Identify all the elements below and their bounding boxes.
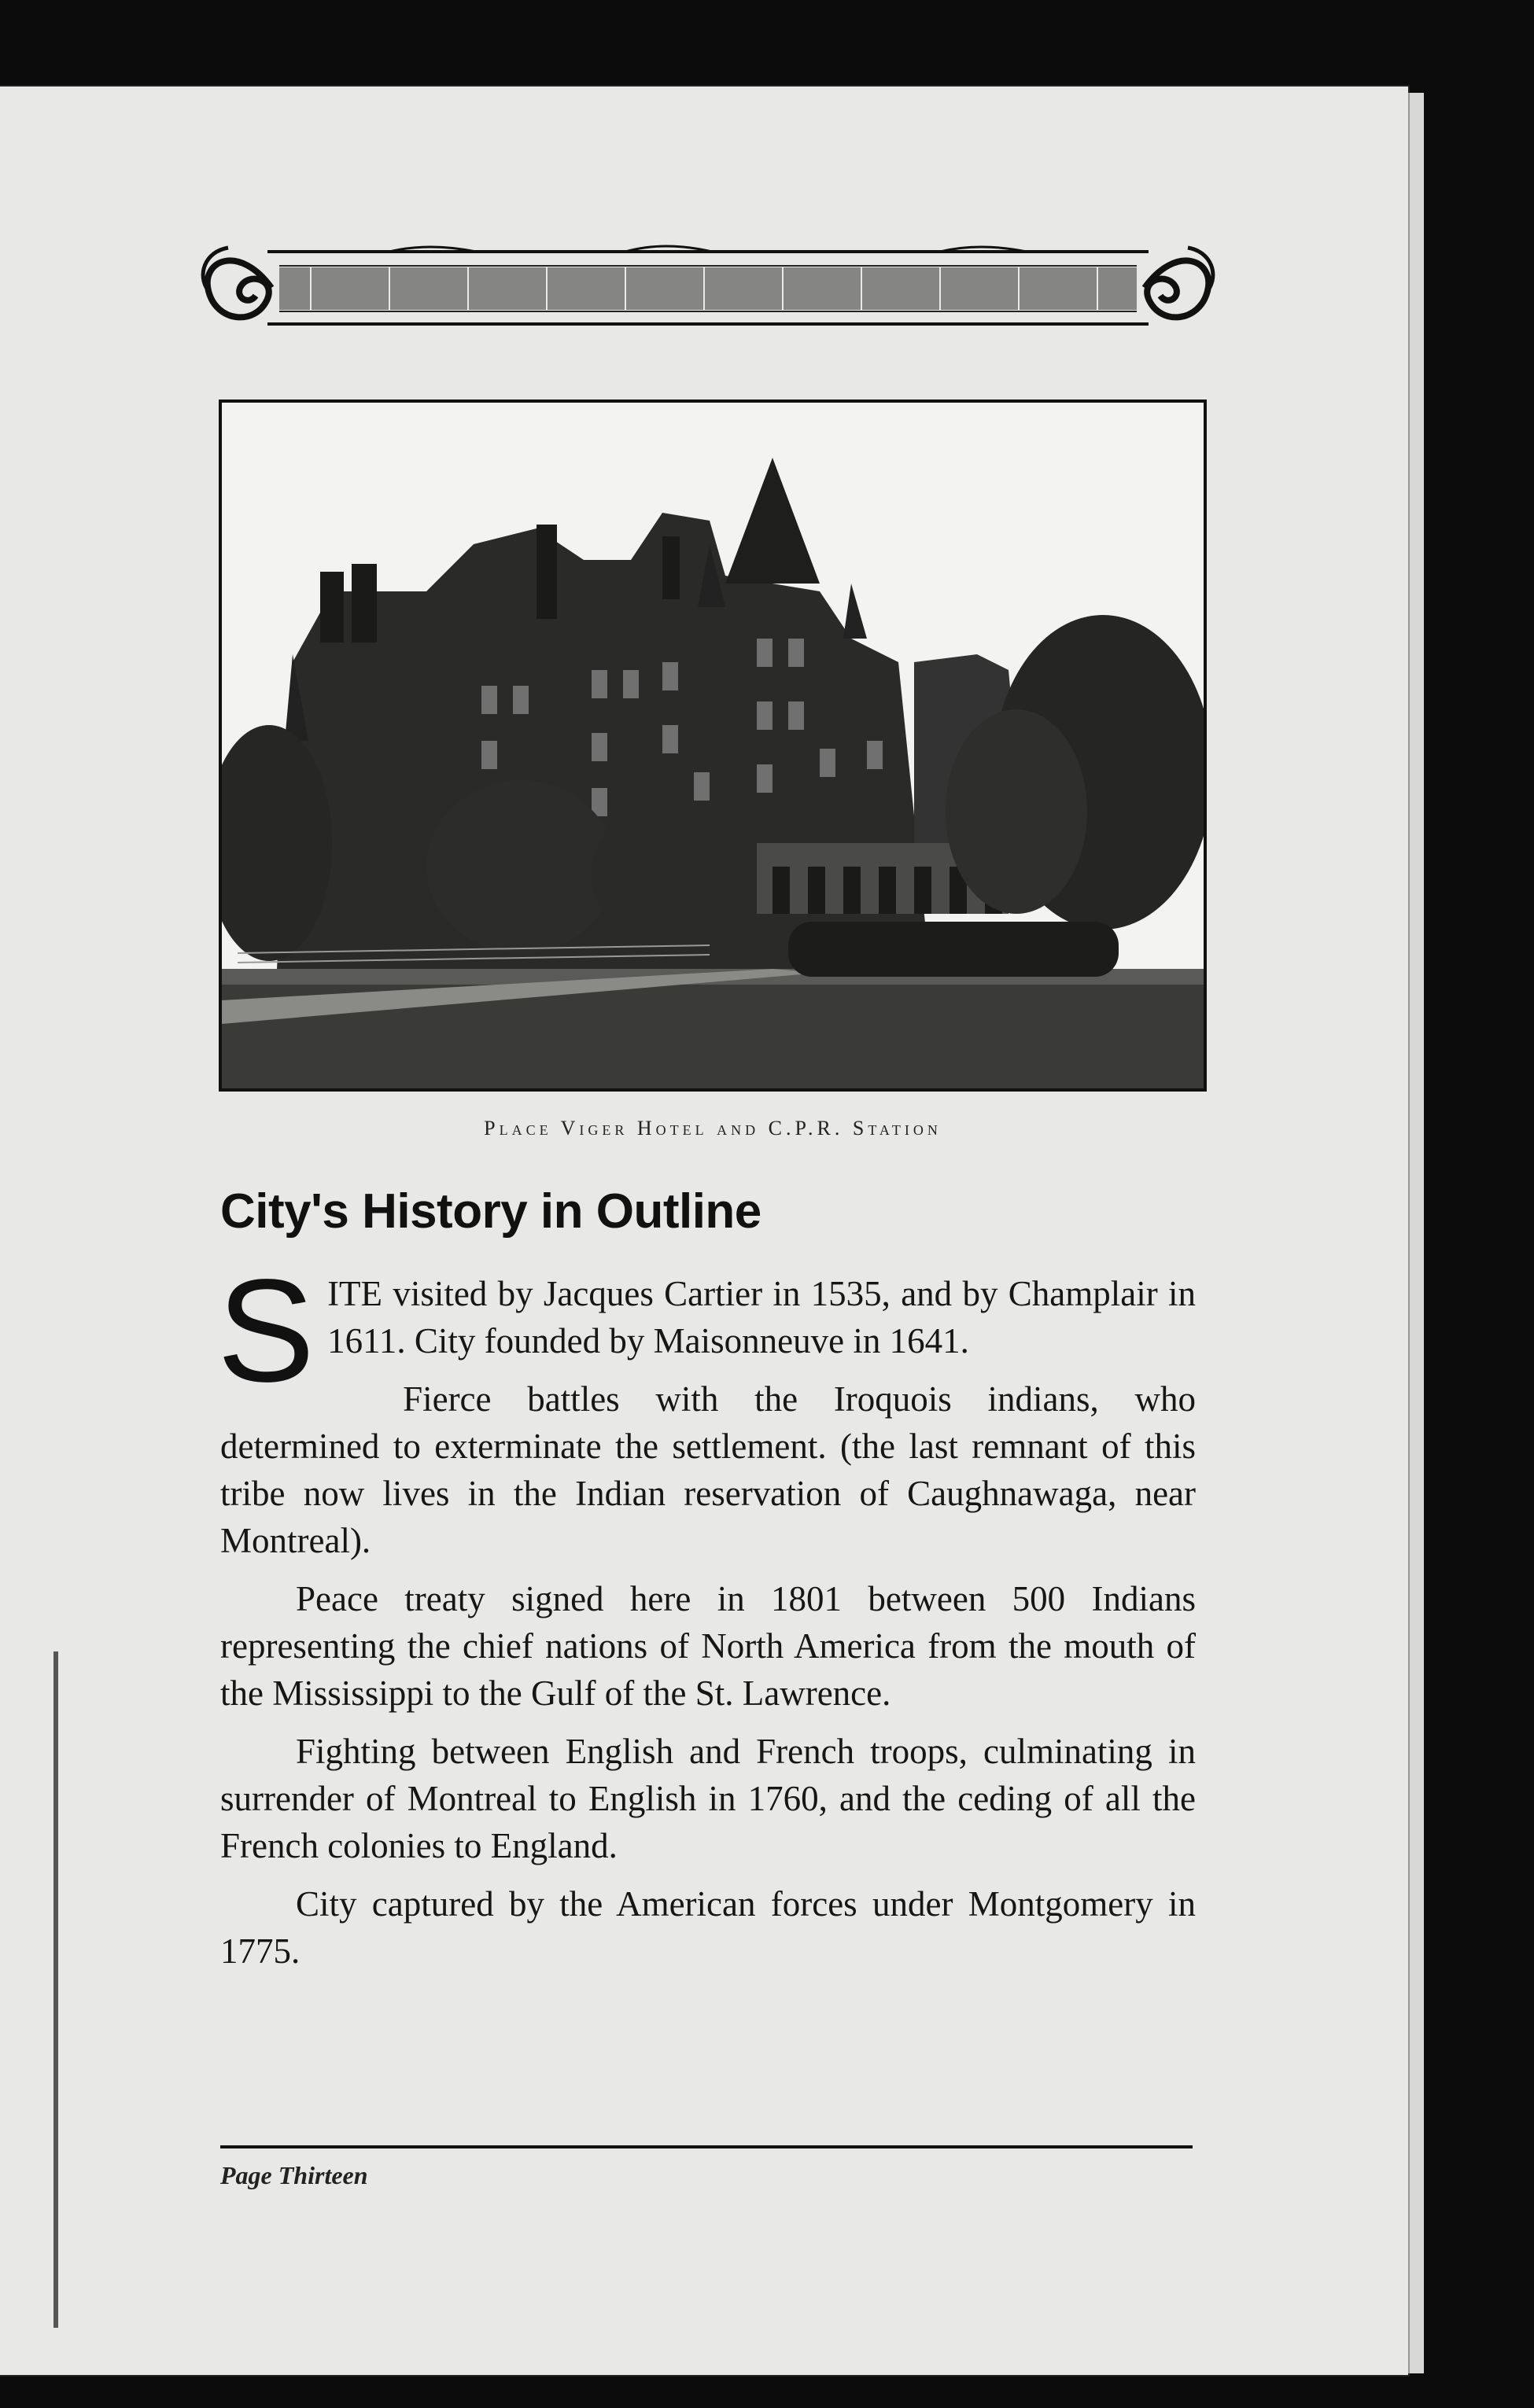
article-body (217, 1250, 1196, 1986)
photo-caption: Place Viger Hotel and C.P.R. Station (484, 1117, 942, 1140)
paragraph-1-text: ITE visited by Jacques Cartier in 1535, and by Champlair in 1611. City founded by Maisonneuve in 1641. (327, 1274, 1196, 1360)
paragraph-1 (217, 1250, 1196, 1412)
paragraph-3: Peace treaty signed here in 1801 between 500 Indians representing the chief nations of North America from the mouth of the Mississippi to the Gulf of the St. Lawrence. (220, 1579, 1196, 1713)
hotel-photo (219, 399, 1207, 1092)
paragraph-4: Fighting between English and French troops, culminating in surrender of Montreal to English in 1760, and the ceding of all the French colonies to England. (220, 1732, 1196, 1865)
footer-rule (220, 2145, 1193, 2148)
paragraph-2: Fierce battles with the Iroquois indians, who determined to exterminate the settlement. (the last remnant of this tribe now lives in the Indian reservation of Caughnawaga, near Montreal). (220, 1379, 1196, 1560)
article-title: City's History in Outline (220, 1184, 761, 1239)
page-number: Page Thirteen (220, 2161, 368, 2189)
paragraph-5: City captured by the American forces under Montgomery in 1775. (220, 1884, 1196, 1971)
drop-cap: S (217, 1250, 315, 1412)
page-edge (1408, 93, 1424, 2373)
building-photo-icon (222, 403, 1204, 1088)
header-ornament (193, 236, 1223, 338)
binding-edge (53, 1651, 58, 2328)
